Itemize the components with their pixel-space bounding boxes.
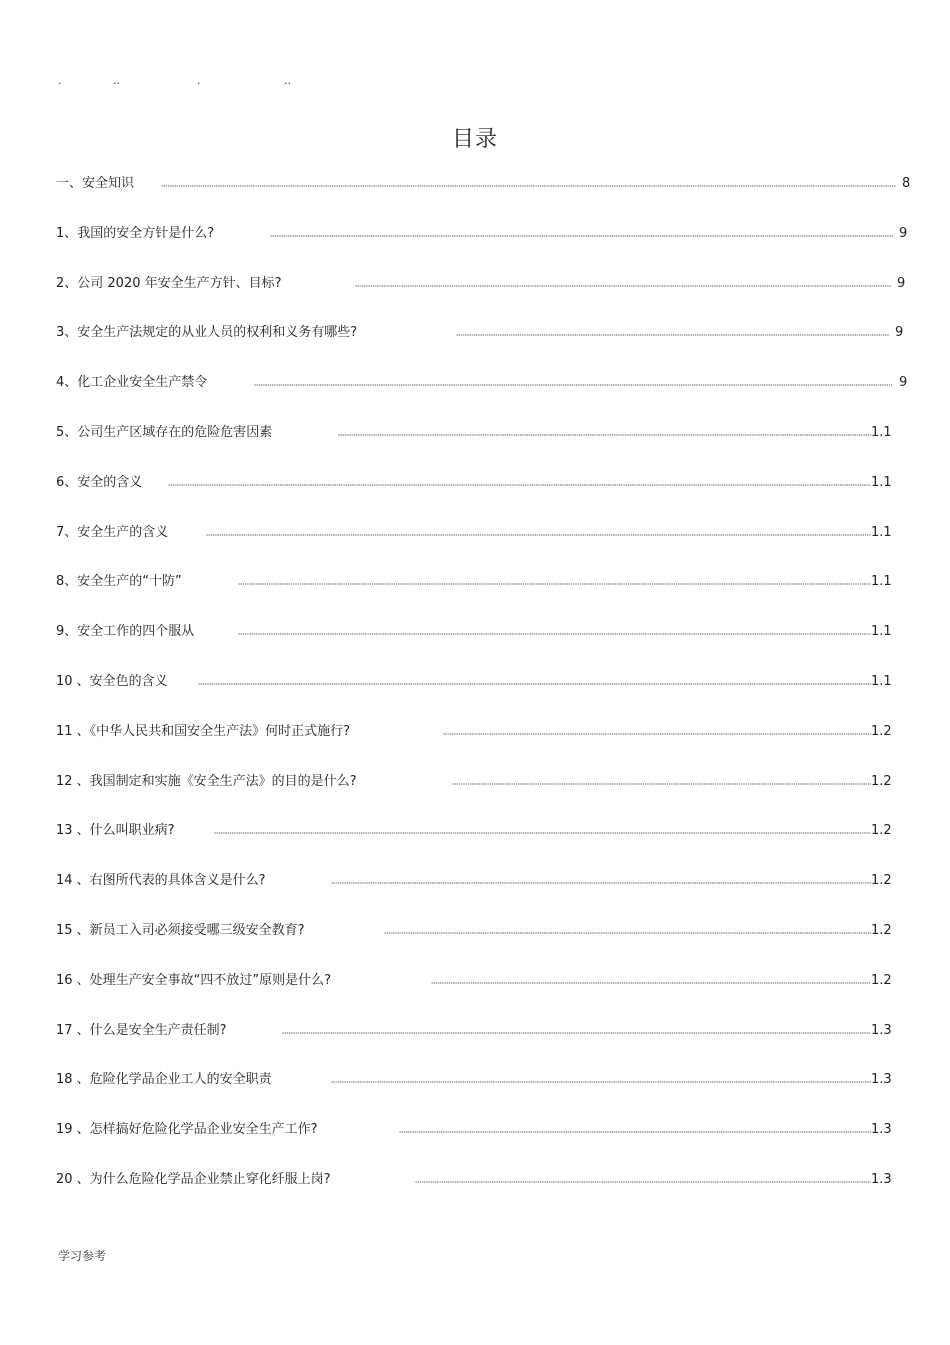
toc-entry-label: 8、安全生产的“十防” — [56, 574, 182, 590]
toc-entry-label: 2、公司 2020 年安全生产方针、目标? — [56, 275, 282, 291]
header-mark: .. — [284, 74, 291, 87]
toc-entry — [56, 521, 916, 571]
toc-entry-label: 12 、我国制定和实施《安全生产法》的目的是什么? — [56, 773, 357, 789]
toc-dot-leader — [238, 583, 871, 585]
toc-dot-leader — [338, 434, 871, 436]
toc-entry — [56, 819, 916, 869]
toc-dot-leader — [198, 683, 871, 685]
toc-entry — [56, 272, 916, 322]
toc-entry-page-number: 1.1 — [871, 524, 892, 540]
toc-entry — [56, 969, 916, 1019]
toc-entry-label: 13 、什么叫职业病? — [56, 823, 175, 839]
toc-entry-page-number: 9 — [899, 375, 908, 391]
toc-entry-label: 9、安全工作的四个服从 — [56, 624, 195, 640]
toc-entry-page-number: 9 — [897, 275, 906, 291]
toc-entry-page-number: 1.2 — [871, 823, 892, 839]
toc-entry — [56, 421, 916, 471]
toc-dot-leader — [384, 932, 871, 934]
header-mark: . — [197, 74, 201, 87]
toc-dot-leader — [168, 484, 871, 486]
toc-dot-leader — [355, 285, 891, 287]
toc-entry-label: 7、安全生产的含义 — [56, 524, 169, 540]
toc-entry-page-number: 1.1 — [871, 574, 892, 590]
toc-entry-page-number: 1.2 — [871, 972, 892, 988]
header-mark: . — [58, 74, 62, 87]
toc-dot-leader — [282, 1032, 871, 1034]
toc-dot-leader — [431, 982, 871, 984]
toc-dot-leader — [206, 534, 871, 536]
toc-entry — [56, 770, 916, 820]
toc-entry-page-number: 1.1 — [871, 424, 892, 440]
toc-entry — [56, 869, 916, 919]
toc-entry — [56, 371, 916, 421]
toc-entry — [56, 172, 916, 222]
toc-entry-label: 17 、什么是安全生产责任制? — [56, 1022, 227, 1038]
toc-entry-label: 6、安全的含义 — [56, 474, 143, 490]
toc-dot-leader — [452, 783, 871, 785]
header-mark: .. — [113, 74, 120, 87]
toc-entry-label: 10 、安全色的含义 — [56, 673, 168, 689]
page-title: 目录 — [451, 127, 498, 152]
toc-entry-label: 一、安全知识 — [56, 176, 135, 191]
toc-entry-page-number: 1.2 — [871, 773, 892, 789]
toc-entry-label: 20 、为什么危险化学品企业禁止穿化纤服上岗? — [56, 1171, 331, 1187]
toc-dot-leader — [415, 1181, 871, 1183]
toc-entry-label: 3、安全生产法规定的从业人员的权利和义务有哪些? — [56, 325, 358, 341]
toc-entry-label: 11 、《中华人民共和国安全生产法》何时正式施行? — [56, 723, 351, 739]
toc-entry-label: 19 、怎样搞好危险化学品企业安全生产工作? — [56, 1122, 318, 1138]
toc-entry-label: 16 、处理生产安全事故“四不放过”原则是什么? — [56, 972, 332, 988]
toc-entry-label: 4、化工企业安全生产禁令 — [56, 375, 208, 391]
toc-entry — [56, 570, 916, 620]
toc-entry-page-number: 1.1 — [871, 673, 892, 689]
toc-entry — [56, 1118, 916, 1168]
header-marks — [0, 74, 950, 90]
toc-entry-page-number: 1.3 — [871, 1022, 892, 1038]
toc-entry-page-number: 1.1 — [871, 474, 892, 490]
toc-entry-page-number: 1.3 — [871, 1122, 892, 1138]
toc-entry-label: 18 、危险化学品企业工人的安全职责 — [56, 1072, 272, 1088]
toc-entry — [56, 1168, 916, 1218]
toc-dot-leader — [161, 185, 896, 187]
toc-entry-label: 1、我国的安全方针是什么? — [56, 225, 215, 241]
toc-entry-page-number: 9 — [895, 325, 904, 341]
toc-entry-page-number: 8 — [902, 176, 911, 191]
toc-entry-label: 15 、新员工入司必须接受哪三级安全教育? — [56, 922, 305, 938]
toc-entry-page-number: 1.2 — [871, 723, 892, 739]
toc-entry-page-number: 9 — [899, 225, 908, 241]
toc-entry-page-number: 1.2 — [871, 873, 892, 889]
toc-dot-leader — [254, 384, 893, 386]
table-of-contents — [56, 172, 916, 1218]
toc-entry — [56, 670, 916, 720]
toc-dot-leader — [399, 1131, 871, 1133]
toc-entry-label: 14 、右图所代表的具体含义是什么? — [56, 873, 266, 889]
toc-dot-leader — [456, 334, 889, 336]
toc-dot-leader — [214, 832, 871, 834]
toc-entry — [56, 321, 916, 371]
toc-entry-page-number: 1.2 — [871, 922, 892, 938]
toc-entry — [56, 222, 916, 272]
toc-entry — [56, 720, 916, 770]
toc-entry — [56, 919, 916, 969]
toc-dot-leader — [331, 1081, 871, 1083]
toc-entry — [56, 471, 916, 521]
toc-dot-leader — [443, 733, 871, 735]
toc-entry — [56, 1019, 916, 1069]
footer-text: 学习参考 — [58, 1249, 107, 1263]
toc-dot-leader — [238, 633, 871, 635]
toc-entry — [56, 1068, 916, 1118]
toc-entry-label: 5、公司生产区域存在的危险危害因素 — [56, 424, 273, 440]
toc-dot-leader — [270, 235, 893, 237]
toc-entry — [56, 620, 916, 670]
toc-entry-page-number: 1.3 — [871, 1072, 892, 1088]
toc-entry-page-number: 1.1 — [871, 624, 892, 640]
toc-dot-leader — [331, 882, 871, 884]
toc-entry-page-number: 1.3 — [871, 1171, 892, 1187]
